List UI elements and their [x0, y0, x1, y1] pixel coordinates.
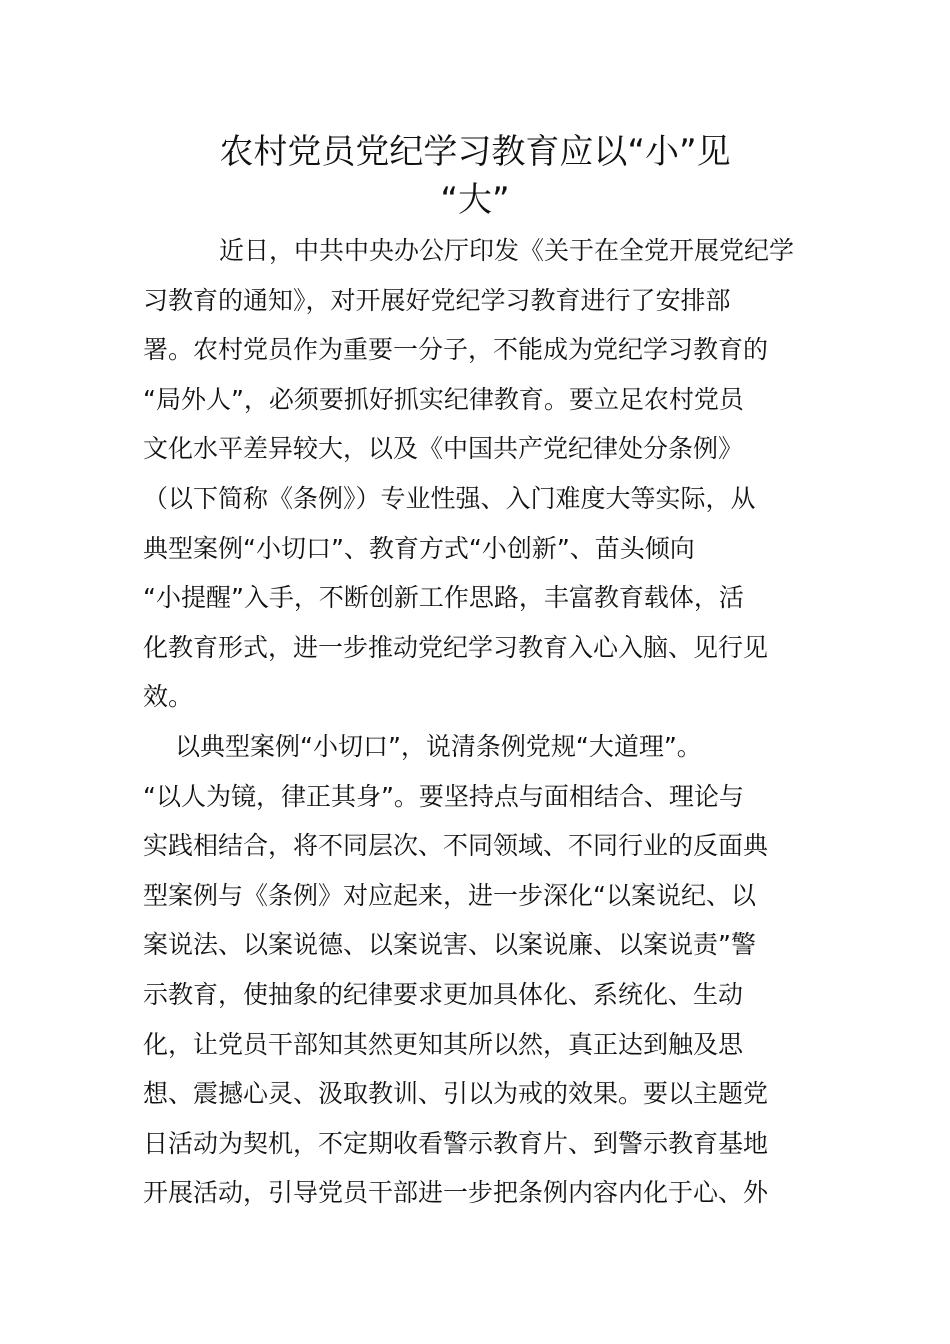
- text-line: 实践相结合，将不同层次、不同领域、不同行业的反面典: [143, 831, 769, 861]
- title-line: 农村党员党纪学习教育应以“小”见: [219, 132, 731, 172]
- text-line: 文化水平差异较大，以及《中国共产党纪律处分条例》: [143, 434, 744, 464]
- text-line: “以人为镜，律正其身”。要坚持点与面相结合、理论与: [143, 781, 744, 811]
- document-body: [143, 226, 809, 1218]
- text-line: 案说法、以案说德、以案说害、以案说廉、以案说责”警: [143, 930, 756, 960]
- text-line: 开展活动，引导党员干部进一步把条例内容内化于心、外: [143, 1178, 769, 1208]
- text-line: 近日，中共中央办公厅印发《关于在全党开展党纪学: [219, 236, 795, 265]
- paragraph-case-study: [143, 722, 809, 1218]
- document-title: [140, 128, 810, 224]
- text-line: 想、震撼心灵、汲取教训、引以为戒的效果。要以主题党: [143, 1079, 769, 1109]
- text-line: “小提醒”入手，不断创新工作思路，丰富教育载体，活: [143, 583, 744, 613]
- text-line: 化，让党员干部知其然更知其所以然，真正达到触及思: [143, 1029, 744, 1059]
- paragraph-intro: [143, 226, 809, 722]
- text-line: 以典型案例“小切口”，说清条例党规“大道理”。: [175, 731, 702, 761]
- text-line: 习教育的通知》，对开展好党纪学习教育进行了安排部: [143, 285, 731, 315]
- text-line: 典型案例“小切口”、教育方式“小创新”、苗头倾向: [143, 533, 695, 563]
- text-line: 日活动为契机，不定期收看警示教育片、到警示教育基地: [143, 1128, 769, 1158]
- title-line: “大”: [440, 180, 510, 220]
- text-line: （以下简称《条例》）专业性强、入门难度大等实际，从: [143, 483, 756, 513]
- text-line: 示教育，使抽象的纪律要求更加具体化、系统化、生动: [143, 979, 744, 1009]
- text-line: 效。: [143, 682, 194, 712]
- text-line: 化教育形式，进一步推动党纪学习教育入心入脑、见行见: [143, 632, 769, 662]
- text-line: 署。农村党员作为重要一分子，不能成为党纪学习教育的: [143, 335, 769, 365]
- text-line: 型案例与《条例》对应起来，进一步深化“以案说纪、以: [143, 880, 756, 910]
- text-line: “局外人”，必须要抓好抓实纪律教育。要立足农村党员: [143, 384, 744, 414]
